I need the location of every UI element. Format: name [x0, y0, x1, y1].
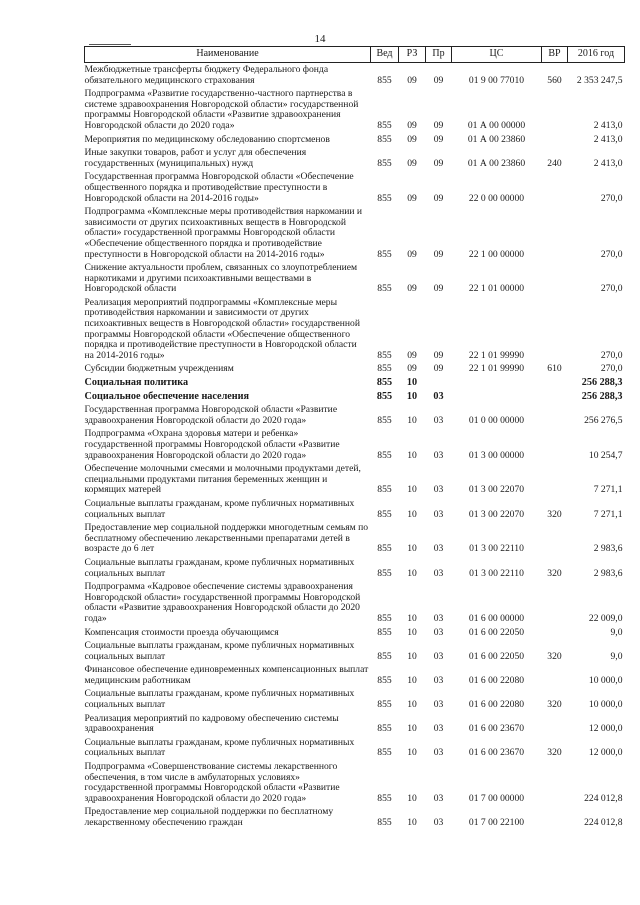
cell-pr: 03	[433, 699, 444, 711]
cell-ved: 855	[376, 390, 393, 402]
cell-ved: 855	[377, 133, 392, 145]
cell-ved: 855	[377, 349, 392, 361]
cell-sum: 9,0	[610, 626, 623, 638]
cell-cs: 01 А 00 00000	[467, 119, 526, 131]
table-row	[85, 427, 625, 462]
header-rz: РЗ	[399, 47, 426, 63]
cell-pr: 09	[433, 74, 444, 86]
cell-sum: 270,0	[600, 363, 623, 375]
cell-pr: 03	[433, 449, 444, 461]
cell-cs: 01 6 00 22050	[468, 650, 525, 662]
cell-cs: 01 6 00 23670	[468, 747, 525, 759]
cell-sum: 2 983,6	[593, 567, 623, 579]
cell-vr	[542, 427, 568, 462]
cell-name: Подпрограмма «Кадровое обеспечение системы здравоохранения Новгородской области» государственной программы Новгородской области «Развитие здравоохранения Новгородской области до 2020 года»	[84, 581, 361, 624]
cell-cs: 01 3 00 22070	[468, 508, 525, 520]
cell-ved: 855	[377, 119, 392, 131]
cell-cs: 01 3 00 00000	[468, 449, 525, 461]
table-row	[85, 205, 625, 261]
cell-name: Государственная программа Новгородской области «Развитие здравоохранения Новгородской области до 2020 года»	[84, 404, 338, 426]
cell-rz: 10	[407, 567, 417, 579]
cell-pr: 09	[433, 192, 444, 204]
cell-vr: 320	[547, 699, 562, 711]
cell-rz: 09	[407, 133, 417, 145]
cell-ved: 855	[377, 747, 392, 759]
cell-pr: 03	[433, 674, 444, 686]
header-name: Наименование	[85, 47, 371, 63]
cell-rz: 10	[407, 626, 417, 638]
cell-rz: 09	[407, 74, 417, 86]
cell-ved: 855	[377, 626, 392, 638]
cell-sum: 10 254,7	[588, 449, 623, 461]
cell-vr: 320	[547, 747, 562, 759]
table-row	[85, 712, 625, 736]
table-row	[85, 261, 625, 296]
cell-rz: 10	[407, 508, 417, 520]
cell-ved: 855	[377, 699, 392, 711]
cell-ved: 855	[377, 248, 392, 260]
cell-sum: 224 012,8	[584, 817, 623, 828]
cell-sum: 7 271,1	[593, 508, 623, 520]
cell-cs: 01 3 00 22110	[469, 543, 524, 555]
cell-rz: 10	[406, 390, 418, 402]
cell-sum: 270,0	[600, 192, 623, 204]
cell-name: Мероприятия по медицинскому обследованию спортсменов	[84, 133, 330, 145]
cell-pr: 09	[433, 349, 444, 361]
cell-pr	[426, 376, 452, 390]
cell-name: Предоставление мер социальной поддержки многодетным семьям по бесплатному обеспечению лекарственными препаратами детей в возрасте до 6 лет	[84, 522, 369, 555]
cell-ved: 855	[377, 449, 392, 461]
cell-ved: 855	[377, 414, 392, 426]
cell-ved: 855	[377, 817, 392, 828]
cell-cs: 01 6 00 00000	[468, 612, 525, 624]
cell-vr: 240	[547, 157, 562, 169]
budget-table	[84, 46, 625, 830]
cell-sum: 2 413,0	[593, 157, 623, 169]
cell-rz: 10	[407, 414, 417, 426]
cell-cs: 01 6 00 22080	[468, 699, 525, 711]
cell-rz: 09	[407, 248, 417, 260]
cell-vr	[542, 403, 568, 427]
cell-vr: 320	[547, 650, 562, 662]
header-row	[85, 47, 625, 63]
cell-vr: 320	[547, 508, 562, 520]
cell-rz: 09	[407, 349, 417, 361]
table-row	[85, 146, 625, 170]
cell-pr: 03	[433, 650, 444, 662]
cell-name: Реализация мероприятий по кадровому обеспечению системы здравоохранения	[84, 712, 339, 735]
cell-pr: 03	[433, 508, 444, 520]
cell-pr: 03	[433, 390, 444, 402]
cell-pr: 03	[433, 567, 444, 579]
cell-rz: 10	[407, 484, 417, 496]
cell-ved: 855	[376, 377, 393, 389]
cell-pr: 03	[433, 484, 444, 496]
table-row	[85, 805, 625, 829]
cell-vr	[542, 205, 568, 261]
cell-cs	[452, 390, 542, 404]
cell-sum: 7 271,1	[593, 484, 623, 496]
table-row	[85, 170, 625, 205]
cell-sum: 270,0	[600, 283, 623, 295]
cell-pr: 03	[433, 817, 444, 828]
table-row	[85, 736, 625, 760]
cell-vr	[542, 261, 568, 296]
cell-ved: 855	[377, 74, 392, 86]
cell-vr	[542, 626, 568, 640]
cell-cs: 01 6 00 22050	[468, 626, 525, 638]
top-rule	[89, 44, 131, 45]
cell-vr	[542, 580, 568, 625]
cell-ved: 855	[377, 567, 392, 579]
cell-ved: 855	[377, 612, 392, 624]
cell-sum: 2 413,0	[593, 119, 623, 131]
cell-cs: 01 7 00 00000	[468, 792, 525, 804]
cell-rz: 10	[407, 650, 417, 662]
cell-cs: 01 7 00 22100	[468, 817, 525, 828]
cell-pr: 09	[433, 157, 444, 169]
cell-sum: 12 000,0	[588, 723, 623, 735]
table-row	[85, 687, 625, 711]
cell-name: Компенсация стоимости проезда обучающимся	[84, 626, 279, 638]
cell-rz: 09	[407, 119, 417, 131]
cell-vr	[542, 390, 568, 404]
cell-pr: 03	[433, 626, 444, 638]
cell-name: Социальные выплаты гражданам, кроме публичных нормативных социальных выплат	[84, 640, 355, 662]
cell-sum: 10 000,0	[588, 674, 623, 686]
cell-name: Социальные выплаты гражданам, кроме публичных нормативных социальных выплат	[84, 497, 355, 520]
cell-cs: 01 0 00 00000	[468, 414, 525, 426]
cell-sum: 10 000,0	[588, 699, 623, 711]
cell-rz: 10	[407, 747, 417, 759]
table-row	[85, 639, 625, 663]
table-body	[85, 63, 625, 830]
cell-name: Социальные выплаты гражданам, кроме публичных нормативных социальных выплат	[84, 556, 355, 579]
cell-vr	[542, 296, 568, 363]
cell-sum: 256 288,3	[581, 377, 623, 389]
cell-vr	[542, 521, 568, 556]
cell-ved: 855	[377, 192, 392, 204]
header-sum: 2016 год	[568, 47, 625, 63]
cell-sum: 270,0	[600, 248, 623, 260]
cell-vr	[542, 462, 568, 497]
cell-vr	[542, 376, 568, 390]
cell-sum: 9,0	[610, 650, 623, 662]
cell-cs: 01 6 00 22080	[468, 674, 525, 686]
cell-rz: 09	[407, 157, 417, 169]
cell-rz: 09	[407, 363, 417, 375]
cell-cs: 22 1 01 99990	[468, 363, 525, 375]
cell-rz: 10	[407, 792, 417, 804]
cell-rz: 10	[407, 543, 417, 555]
cell-name: Реализация мероприятий подпрограммы «Комплексные меры противодействия наркомании и зависимости от других психоактивных веществ в Новгородской области» государственной программы Новгородской области «Обеспечение общественного порядка и противодействие преступности в Новгородской области на 2014-2016 годы»	[84, 296, 360, 361]
cell-cs: 22 1 01 00000	[468, 283, 525, 295]
cell-ved: 855	[377, 283, 392, 295]
cell-cs: 01 9 00 77010	[468, 74, 525, 86]
cell-cs	[452, 376, 542, 390]
cell-cs: 01 6 00 23670	[468, 723, 525, 735]
cell-name: Подпрограмма «Комплексные меры противодействия наркомании и зависимости от других психоактивных веществ в Новгородской области» государственной программы Новгородской области «Обеспечение общественного порядка и противодействие преступности в Новгородской области на 2014-2016 годы»	[84, 206, 363, 260]
cell-rz: 10	[407, 612, 417, 624]
header-ved: Вед	[371, 47, 399, 63]
cell-pr: 09	[433, 283, 444, 295]
cell-ved: 855	[377, 674, 392, 686]
cell-pr: 03	[433, 723, 444, 735]
cell-sum: 12 000,0	[588, 747, 623, 759]
cell-sum: 2 413,0	[593, 133, 623, 145]
cell-vr: 610	[547, 363, 562, 375]
cell-name: Социальная политика	[84, 377, 189, 389]
cell-vr: 560	[547, 74, 562, 86]
cell-ved: 855	[377, 157, 392, 169]
table-row	[85, 403, 625, 427]
table-row	[85, 362, 625, 376]
cell-name: Подпрограмма «Развитие государственно-частного партнерства в системе здравоохранения Новгородской области» государственной программы Новгородской области «Развитие здравоохранения Новгородской области до 2020 года»	[84, 88, 359, 131]
cell-pr: 09	[433, 133, 444, 145]
cell-name: Государственная программа Новгородской области «Обеспечение общественного порядка и противодействие преступности в Новгородской области на 2014-2016 годы»	[84, 171, 354, 204]
cell-vr	[542, 805, 568, 829]
cell-cs: 22 0 00 00000	[468, 192, 525, 204]
cell-name: Подпрограмма «Охрана здоровья матери и ребенка» государственной программы Новгородской области «Развитие здравоохранения Новгородской области до 2020 года»	[84, 428, 340, 461]
cell-rz: 10	[407, 723, 417, 735]
cell-vr	[542, 760, 568, 805]
table-row	[85, 462, 625, 497]
table-row	[85, 376, 625, 390]
table-row	[85, 390, 625, 404]
cell-cs: 22 1 00 00000	[468, 248, 525, 260]
cell-cs: 01 А 00 23860	[467, 157, 526, 169]
cell-rz: 09	[407, 283, 417, 295]
cell-vr: 320	[547, 567, 562, 579]
cell-name: Подпрограмма «Совершенствование системы лекарственного обеспечения, в том числе в амбулаторных условиях» государственной программы Новгородской области «Развитие здравоохранения Новгородской области до 2020 года»	[84, 761, 340, 804]
cell-sum: 270,0	[600, 349, 623, 361]
table-row	[85, 497, 625, 521]
table-row	[85, 521, 625, 556]
table-row	[85, 580, 625, 625]
cell-pr: 03	[433, 792, 444, 804]
cell-vr	[542, 87, 568, 132]
page-number: 14	[314, 33, 326, 45]
table-row	[85, 760, 625, 805]
cell-cs: 01 3 00 22070	[468, 484, 525, 496]
cell-ved: 855	[377, 650, 392, 662]
cell-cs: 01 А 00 23860	[467, 133, 526, 145]
table-row	[85, 133, 625, 147]
cell-pr: 03	[433, 414, 444, 426]
cell-name: Иные закупки товаров, работ и услуг для обеспечения государственных (муниципальных) нужд	[84, 147, 307, 169]
cell-rz: 09	[407, 192, 417, 204]
cell-pr: 03	[433, 612, 444, 624]
cell-cs: 01 3 00 22110	[469, 567, 524, 579]
cell-name: Снижение актуальности проблем, связанных со злоупотреблением наркотиками и другими психоактивными веществами в Новгородской области	[84, 262, 358, 295]
cell-rz: 10	[406, 377, 418, 389]
cell-pr: 09	[433, 119, 444, 131]
cell-name: Межбюджетные трансферты бюджету Федерального фонда обязательного медицинского страхования	[84, 64, 329, 86]
cell-ved: 855	[377, 543, 392, 555]
header-vr: ВР	[542, 47, 568, 63]
table-row	[85, 63, 625, 88]
table-row	[85, 296, 625, 363]
cell-name: Социальные выплаты гражданам, кроме публичных нормативных социальных выплат	[84, 688, 355, 711]
cell-name: Субсидии бюджетным учреждениям	[84, 363, 234, 375]
table-row	[85, 87, 625, 132]
cell-pr: 09	[433, 248, 444, 260]
header-pr: Пр	[426, 47, 452, 63]
cell-ved: 855	[377, 508, 392, 520]
cell-vr	[542, 663, 568, 687]
cell-sum: 256 276,5	[584, 414, 623, 426]
cell-sum: 2 353 247,5	[576, 74, 623, 86]
cell-rz: 10	[407, 699, 417, 711]
cell-rz: 10	[407, 817, 417, 828]
cell-sum: 256 288,3	[581, 390, 623, 402]
cell-sum: 22 009,0	[588, 612, 623, 624]
cell-ved: 855	[377, 723, 392, 735]
cell-ved: 855	[377, 792, 392, 804]
cell-pr: 09	[433, 363, 444, 375]
cell-rz: 10	[407, 449, 417, 461]
cell-pr: 03	[433, 747, 444, 759]
header-cs: ЦС	[452, 47, 542, 63]
cell-name: Финансовое обеспечение единовременных компенсационных выплат медицинским работникам	[84, 664, 369, 686]
cell-rz: 10	[407, 674, 417, 686]
cell-name: Обеспечение молочными смесями и молочными продуктами детей, специальными продуктами питания беременных женщин и кормящих матерей	[84, 463, 361, 496]
cell-sum: 2 983,6	[593, 543, 623, 555]
table-row	[85, 626, 625, 640]
cell-vr	[542, 712, 568, 736]
cell-name: Социальные выплаты гражданам, кроме публичных нормативных социальных выплат	[84, 736, 355, 759]
table-row	[85, 663, 625, 687]
cell-name: Социальное обеспечение населения	[84, 390, 250, 402]
cell-ved: 855	[377, 484, 392, 496]
cell-pr: 03	[433, 543, 444, 555]
cell-name: Предоставление мер социальной поддержки по бесплатному лекарственному обеспечению граждан	[84, 806, 334, 828]
cell-ved: 855	[377, 363, 392, 375]
cell-sum: 224 012,8	[584, 792, 623, 804]
table-header	[85, 47, 625, 63]
cell-cs: 22 1 01 99990	[468, 349, 525, 361]
table-row	[85, 556, 625, 580]
cell-vr	[542, 170, 568, 205]
cell-vr	[542, 133, 568, 147]
